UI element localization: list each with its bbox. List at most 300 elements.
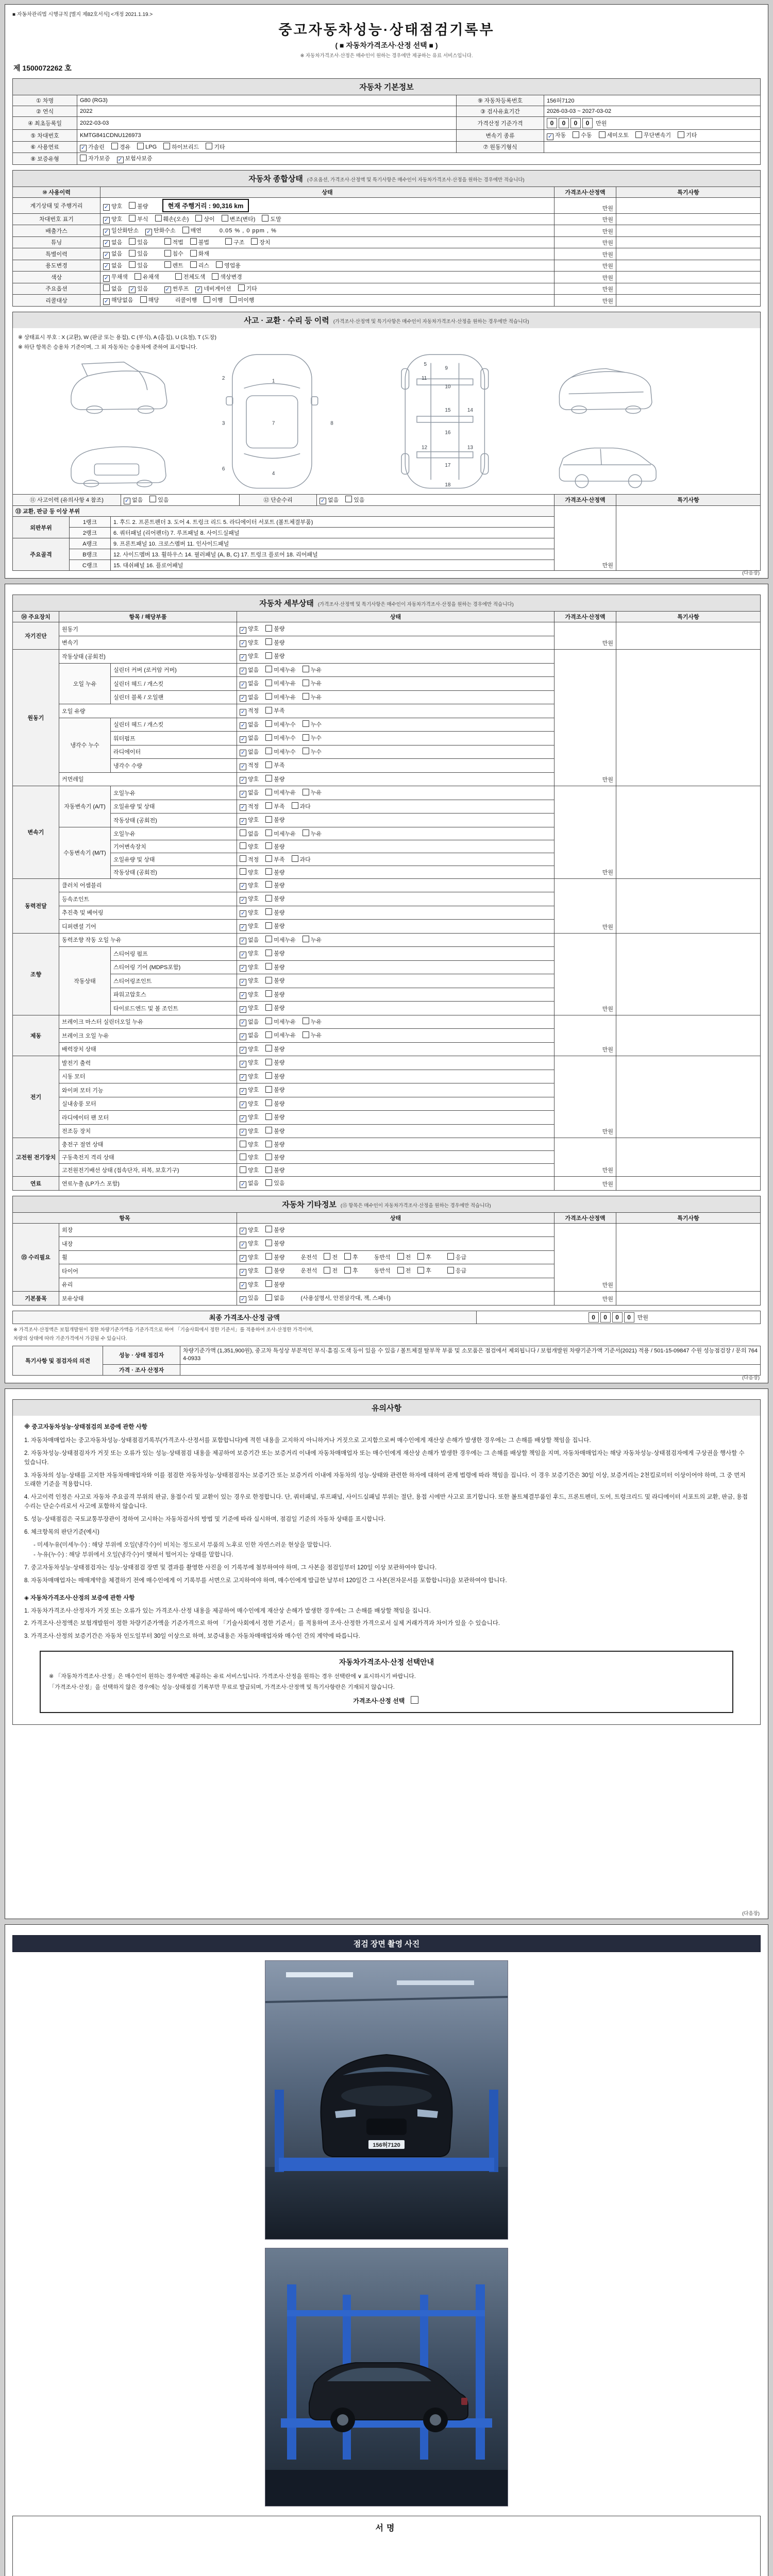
checkbox[interactable] (265, 1045, 272, 1052)
checkbox[interactable]: ✓ (240, 1060, 246, 1067)
checkbox-option[interactable] (80, 143, 105, 152)
checkbox[interactable] (222, 215, 228, 222)
checkbox-option[interactable] (265, 748, 296, 756)
checkbox-option[interactable] (164, 238, 183, 246)
checkbox[interactable] (265, 652, 272, 659)
checkbox[interactable] (240, 1166, 246, 1173)
checkbox-option[interactable] (129, 284, 148, 294)
checkbox[interactable]: ✓ (240, 1088, 246, 1094)
checkbox-option[interactable] (303, 734, 322, 742)
checkbox[interactable] (265, 895, 272, 902)
checkbox-option[interactable] (265, 761, 284, 769)
checkbox-option[interactable] (262, 215, 281, 223)
checkbox[interactable] (240, 842, 246, 849)
checkbox-option[interactable] (190, 261, 209, 269)
checkbox[interactable] (240, 1141, 246, 1147)
checkbox[interactable]: ✓ (104, 263, 109, 269)
checkbox-option[interactable] (240, 976, 259, 986)
checkbox-option[interactable] (240, 624, 259, 634)
checkbox-option[interactable] (164, 261, 183, 269)
checkbox-option[interactable] (103, 273, 128, 282)
checkbox-option[interactable] (547, 131, 566, 140)
checkbox[interactable] (344, 1267, 351, 1274)
checkbox-option[interactable] (303, 1031, 322, 1039)
checkbox[interactable]: ✓ (196, 286, 201, 293)
checkbox-option[interactable] (678, 131, 697, 139)
checkbox-option[interactable] (195, 284, 231, 294)
checkbox-option[interactable] (80, 154, 110, 162)
checkbox[interactable] (324, 1253, 330, 1260)
checkbox[interactable]: ✓ (240, 626, 246, 633)
checkbox-option[interactable] (324, 1253, 338, 1261)
checkbox[interactable] (265, 1141, 272, 1147)
checkbox-option[interactable] (103, 226, 139, 235)
checkbox-option[interactable] (303, 693, 322, 701)
checkbox-option[interactable] (240, 1226, 259, 1235)
checkbox-option[interactable] (417, 1266, 431, 1275)
checkbox-option[interactable] (240, 1266, 259, 1276)
checkbox[interactable] (175, 273, 182, 280)
checkbox[interactable] (265, 802, 272, 809)
checkbox[interactable] (447, 1253, 454, 1260)
checkbox[interactable] (265, 922, 272, 929)
checkbox-option[interactable] (265, 679, 296, 687)
checkbox[interactable]: ✓ (240, 1101, 246, 1108)
checkbox-option[interactable] (292, 802, 311, 810)
checkbox[interactable] (240, 1154, 246, 1160)
checkbox[interactable] (417, 1253, 424, 1260)
checkbox-option[interactable] (216, 261, 241, 269)
checkbox-option[interactable] (320, 496, 339, 505)
checkbox[interactable] (265, 693, 272, 700)
checkbox-option[interactable] (265, 855, 284, 863)
checkbox-option[interactable] (135, 273, 159, 281)
checkbox-option[interactable] (240, 855, 259, 863)
checkbox-option[interactable] (240, 829, 259, 838)
checkbox-option[interactable] (240, 816, 259, 825)
checkbox[interactable] (292, 855, 298, 862)
checkbox[interactable]: ✓ (547, 133, 553, 140)
checkbox-option[interactable] (240, 693, 259, 702)
checkbox[interactable] (599, 131, 606, 138)
checkbox[interactable] (344, 1253, 351, 1260)
checkbox[interactable] (238, 284, 245, 291)
checkbox[interactable] (195, 215, 202, 222)
checkbox-option[interactable] (265, 1045, 284, 1053)
checkbox[interactable] (103, 284, 110, 291)
checkbox[interactable] (216, 261, 223, 268)
checkbox-option[interactable] (240, 1153, 259, 1161)
checkbox[interactable] (164, 238, 171, 245)
checkbox-option[interactable] (117, 154, 153, 163)
checkbox[interactable] (265, 1113, 272, 1120)
checkbox-option[interactable] (265, 1153, 284, 1161)
checkbox[interactable]: ✓ (104, 298, 109, 304)
checkbox[interactable] (240, 868, 246, 875)
checkbox-option[interactable] (240, 1058, 259, 1067)
checkbox-option[interactable] (103, 249, 122, 259)
checkbox[interactable]: ✓ (240, 924, 246, 930)
checkbox-option[interactable] (265, 1239, 284, 1247)
checkbox-option[interactable] (265, 1179, 284, 1187)
checkbox-option[interactable] (265, 1280, 284, 1289)
checkbox[interactable]: ✓ (240, 722, 246, 728)
checkbox-option[interactable] (265, 802, 284, 810)
checkbox[interactable] (265, 734, 272, 741)
checkbox-option[interactable] (103, 215, 122, 224)
checkbox-option[interactable] (240, 922, 259, 931)
checkbox[interactable] (265, 625, 272, 632)
checkbox-option[interactable] (190, 249, 209, 258)
checkbox[interactable]: ✓ (240, 1282, 246, 1289)
checkbox[interactable] (80, 155, 87, 161)
checkbox-option[interactable] (240, 1166, 259, 1174)
checkbox[interactable] (265, 1004, 272, 1011)
checkbox-option[interactable] (240, 1018, 259, 1027)
checkbox[interactable] (265, 1280, 272, 1287)
checkbox-option[interactable] (195, 215, 214, 223)
checkbox[interactable] (265, 1240, 272, 1246)
checkbox-option[interactable] (240, 775, 259, 784)
checkbox-option[interactable] (111, 143, 130, 151)
checkbox-option[interactable] (303, 666, 322, 674)
checkbox[interactable]: ✓ (240, 965, 246, 971)
checkbox[interactable] (182, 227, 189, 233)
checkbox-option[interactable] (265, 1113, 284, 1121)
checkbox[interactable] (240, 855, 246, 862)
checkbox-option[interactable] (240, 1253, 259, 1262)
checkbox-option[interactable] (190, 238, 209, 246)
checkbox[interactable] (265, 816, 272, 823)
checkbox-option[interactable] (265, 936, 296, 944)
checkbox-option[interactable] (164, 284, 189, 294)
checkbox[interactable] (155, 215, 162, 222)
checkbox[interactable]: ✓ (240, 1074, 246, 1080)
checkbox[interactable]: ✓ (124, 498, 130, 504)
checkbox-option[interactable] (573, 131, 592, 139)
checkbox[interactable]: ✓ (240, 992, 246, 998)
checkbox-option[interactable] (265, 922, 284, 930)
checkbox[interactable] (163, 143, 170, 149)
checkbox-option[interactable] (599, 131, 629, 139)
checkbox-option[interactable] (265, 1253, 284, 1261)
checkbox-option[interactable] (240, 679, 259, 688)
checkbox-option[interactable] (240, 908, 259, 918)
checkbox[interactable] (324, 1267, 330, 1274)
checkbox[interactable] (129, 250, 136, 257)
checkbox[interactable]: ✓ (240, 818, 246, 824)
checkbox-option[interactable] (265, 842, 284, 851)
checkbox-option[interactable] (240, 761, 259, 770)
checkbox-option[interactable] (129, 249, 148, 258)
checkbox[interactable] (265, 855, 272, 862)
checkbox[interactable]: ✓ (104, 228, 109, 235)
checkbox-option[interactable] (124, 496, 143, 505)
checkbox-option[interactable] (265, 1086, 284, 1094)
checkbox-option[interactable] (240, 1031, 259, 1040)
checkbox[interactable]: ✓ (240, 1296, 246, 1302)
checkbox[interactable] (140, 296, 147, 303)
checkbox[interactable] (303, 734, 309, 741)
checkbox[interactable] (265, 1031, 272, 1038)
checkbox-option[interactable] (145, 226, 176, 235)
checkbox-option[interactable] (137, 143, 157, 150)
checkbox[interactable]: ✓ (240, 1255, 246, 1261)
checkbox[interactable]: ✓ (240, 1047, 246, 1053)
checkbox-option[interactable] (265, 1099, 284, 1108)
checkbox-option[interactable] (240, 638, 259, 648)
checkbox[interactable]: ✓ (240, 640, 246, 647)
checkbox[interactable] (397, 1253, 404, 1260)
checkbox[interactable]: ✓ (104, 240, 109, 246)
checkbox-option[interactable] (265, 788, 296, 796)
checkbox-option[interactable] (163, 143, 199, 151)
checkbox-option[interactable] (265, 908, 284, 917)
checkbox[interactable] (303, 1018, 309, 1024)
checkbox[interactable]: ✓ (117, 156, 123, 163)
checkbox-option[interactable] (303, 1018, 322, 1026)
checkbox[interactable]: ✓ (104, 251, 109, 258)
checkbox-option[interactable] (103, 238, 122, 247)
checkbox-option[interactable] (344, 1253, 358, 1261)
checkbox-option[interactable] (240, 936, 259, 945)
checkbox[interactable]: ✓ (240, 978, 246, 985)
checkbox[interactable]: ✓ (240, 951, 246, 958)
checkbox[interactable] (265, 1154, 272, 1160)
checkbox-option[interactable] (635, 131, 671, 139)
checkbox[interactable] (251, 238, 258, 245)
checkbox-option[interactable] (303, 748, 322, 756)
checkbox-option[interactable] (240, 652, 259, 661)
checkbox[interactable]: ✓ (80, 145, 86, 151)
checkbox-option[interactable] (265, 720, 296, 728)
checkbox-option[interactable] (265, 1266, 284, 1275)
checkbox-option[interactable] (265, 829, 296, 838)
checkbox[interactable] (635, 131, 642, 138)
checkbox-option[interactable] (240, 1086, 259, 1095)
checkbox[interactable]: ✓ (240, 750, 246, 756)
checkbox[interactable] (265, 829, 272, 836)
checkbox[interactable] (303, 829, 309, 836)
checkbox-option[interactable] (204, 296, 223, 304)
checkbox[interactable] (265, 1127, 272, 1133)
checkbox[interactable] (417, 1267, 424, 1274)
checkbox-option[interactable] (240, 1099, 259, 1109)
checkbox-option[interactable] (240, 788, 259, 798)
checkbox-option[interactable] (447, 1253, 466, 1261)
checkbox-option[interactable] (397, 1253, 411, 1261)
checkbox[interactable] (303, 748, 309, 754)
checkbox[interactable] (345, 496, 352, 502)
checkbox-option[interactable] (265, 976, 284, 985)
checkbox[interactable] (303, 666, 309, 672)
checkbox-option[interactable] (265, 949, 284, 957)
checkbox-option[interactable] (303, 679, 322, 687)
checkbox[interactable] (303, 693, 309, 700)
checkbox-option[interactable] (265, 666, 296, 674)
checkbox-option[interactable] (303, 829, 322, 838)
checkbox-option[interactable] (265, 706, 284, 715)
checkbox[interactable] (265, 963, 272, 970)
checkbox[interactable] (149, 496, 156, 502)
checkbox-option[interactable] (265, 1031, 296, 1039)
checkbox-option[interactable] (265, 734, 296, 742)
checkbox[interactable] (265, 990, 272, 997)
checkbox[interactable]: ✓ (240, 695, 246, 701)
checkbox-option[interactable] (265, 775, 284, 783)
checkbox[interactable] (265, 1059, 272, 1065)
checkbox[interactable] (265, 638, 272, 645)
checkbox[interactable] (265, 842, 272, 849)
checkbox-option[interactable] (265, 963, 284, 971)
checkbox[interactable]: ✓ (104, 217, 109, 223)
checkbox-option[interactable] (155, 215, 189, 223)
checkbox-option[interactable] (265, 1166, 284, 1174)
checkbox[interactable] (111, 143, 118, 149)
checkbox[interactable] (265, 1294, 272, 1301)
checkbox[interactable]: ✓ (240, 1020, 246, 1026)
checkbox[interactable] (303, 1031, 309, 1038)
checkbox[interactable]: ✓ (240, 910, 246, 917)
checkbox-option[interactable] (265, 990, 284, 998)
checkbox-option[interactable] (212, 273, 242, 281)
checkbox-option[interactable] (240, 1280, 259, 1290)
checkbox[interactable]: ✓ (240, 790, 246, 797)
checkbox-option[interactable] (129, 238, 148, 246)
checkbox[interactable] (265, 1226, 272, 1232)
checkbox-option[interactable] (265, 1140, 284, 1148)
checkbox-option[interactable] (164, 249, 183, 258)
checkbox[interactable]: ✓ (104, 204, 109, 210)
checkbox-option[interactable] (240, 881, 259, 890)
checkbox-option[interactable] (240, 1294, 259, 1303)
checkbox-option[interactable] (240, 1179, 259, 1188)
checkbox[interactable]: ✓ (240, 804, 246, 810)
checkbox[interactable] (129, 215, 136, 222)
checkbox[interactable] (164, 261, 171, 268)
checkbox-option[interactable] (240, 949, 259, 958)
checkbox-option[interactable] (222, 215, 256, 223)
checkbox[interactable] (190, 238, 197, 245)
checkbox-option[interactable] (265, 1294, 284, 1302)
checkbox[interactable]: ✓ (240, 1181, 246, 1188)
checkbox[interactable] (265, 908, 272, 915)
checkbox[interactable] (265, 950, 272, 956)
checkbox[interactable] (678, 131, 684, 138)
checkbox[interactable]: ✓ (240, 736, 246, 742)
checkbox-option[interactable] (265, 1127, 284, 1135)
checkbox-option[interactable] (103, 296, 133, 305)
checkbox[interactable] (265, 1072, 272, 1079)
checkbox[interactable] (573, 131, 579, 138)
checkbox-option[interactable] (240, 842, 259, 851)
checkbox-option[interactable] (417, 1253, 431, 1261)
checkbox-option[interactable] (240, 894, 259, 904)
checkbox-option[interactable] (303, 720, 322, 728)
checkbox[interactable] (206, 143, 212, 149)
checkbox-option[interactable] (240, 666, 259, 675)
checkbox-option[interactable] (303, 936, 322, 944)
checkbox-option[interactable] (240, 1072, 259, 1081)
checkbox-option[interactable] (265, 881, 284, 889)
checkbox-option[interactable] (238, 284, 257, 293)
checkbox-option[interactable] (240, 1113, 259, 1122)
checkbox[interactable] (137, 143, 144, 149)
checkbox[interactable]: ✓ (240, 938, 246, 944)
checkbox-option[interactable] (303, 788, 322, 796)
checkbox[interactable] (265, 1267, 272, 1274)
checkbox[interactable] (240, 829, 246, 836)
checkbox[interactable] (265, 1018, 272, 1024)
checkbox-option[interactable] (240, 748, 259, 757)
price-assessment-checkbox[interactable] (411, 1696, 418, 1704)
checkbox[interactable] (265, 1166, 272, 1173)
checkbox[interactable] (164, 250, 171, 257)
checkbox[interactable]: ✓ (240, 883, 246, 889)
checkbox-option[interactable] (129, 261, 148, 269)
checkbox[interactable] (265, 680, 272, 686)
checkbox-option[interactable] (240, 1004, 259, 1013)
checkbox-option[interactable] (240, 1239, 259, 1248)
checkbox-option[interactable] (265, 868, 284, 876)
checkbox[interactable] (265, 775, 272, 782)
checkbox-option[interactable] (240, 706, 259, 716)
checkbox[interactable] (265, 1086, 272, 1093)
checkbox[interactable] (190, 250, 197, 257)
checkbox-option[interactable] (265, 894, 284, 903)
checkbox-option[interactable] (240, 963, 259, 972)
checkbox-option[interactable] (175, 273, 206, 281)
checkbox[interactable] (265, 868, 272, 875)
checkbox-option[interactable] (265, 638, 284, 647)
checkbox-option[interactable] (265, 1072, 284, 1080)
checkbox-option[interactable] (344, 1266, 358, 1275)
checkbox[interactable] (262, 215, 268, 222)
checkbox-option[interactable] (265, 1058, 284, 1066)
checkbox[interactable]: ✓ (240, 1129, 246, 1135)
checkbox[interactable]: ✓ (240, 1241, 246, 1248)
checkbox[interactable] (265, 936, 272, 942)
checkbox-option[interactable] (140, 296, 159, 304)
checkbox[interactable] (230, 296, 237, 303)
checkbox-option[interactable] (324, 1266, 338, 1275)
checkbox[interactable] (135, 273, 141, 280)
checkbox[interactable] (265, 720, 272, 727)
checkbox[interactable] (204, 296, 210, 303)
checkbox[interactable]: ✓ (240, 763, 246, 770)
checkbox[interactable] (303, 680, 309, 686)
checkbox[interactable] (129, 238, 136, 245)
checkbox-option[interactable] (103, 261, 122, 270)
checkbox[interactable]: ✓ (240, 708, 246, 715)
checkbox[interactable] (447, 1267, 454, 1274)
checkbox-option[interactable] (206, 143, 225, 151)
checkbox-option[interactable] (240, 1127, 259, 1136)
checkbox[interactable]: ✓ (240, 1115, 246, 1122)
checkbox-option[interactable] (149, 496, 169, 504)
checkbox[interactable] (129, 202, 136, 209)
checkbox-option[interactable] (345, 496, 364, 504)
checkbox[interactable] (265, 1099, 272, 1106)
checkbox[interactable] (303, 720, 309, 727)
checkbox-option[interactable] (230, 296, 255, 304)
checkbox-option[interactable] (240, 1045, 259, 1054)
checkbox[interactable] (265, 707, 272, 714)
checkbox[interactable] (212, 273, 219, 280)
checkbox-option[interactable] (240, 802, 259, 811)
checkbox-option[interactable] (225, 238, 244, 246)
checkbox-option[interactable] (447, 1266, 466, 1275)
